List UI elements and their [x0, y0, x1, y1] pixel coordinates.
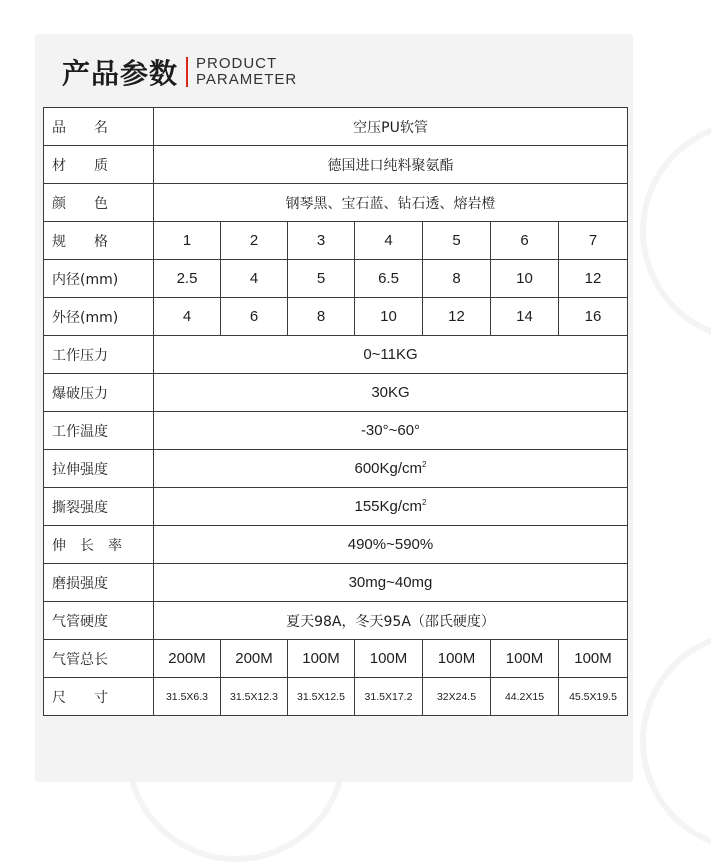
page-title-english	[196, 56, 297, 88]
row-value: 德国进口纯料聚氨酯	[154, 146, 628, 184]
table-row	[44, 146, 628, 184]
row-label: 工作压力	[44, 336, 154, 374]
value-text: 155Kg/cm	[354, 498, 423, 515]
table-row	[44, 336, 628, 374]
table-cell: 200M	[221, 640, 288, 678]
row-value: 空压PU软管	[154, 108, 628, 146]
table-cell: 12	[559, 260, 628, 298]
table-cell: 8	[423, 260, 491, 298]
row-value: 夏天98A，冬天95A（邵氏硬度）	[154, 602, 628, 640]
row-label: 气管总长	[44, 640, 154, 678]
table-row	[44, 260, 628, 298]
value-text: 600Kg/cm	[354, 460, 423, 477]
table-cell: 32X24.5	[423, 678, 491, 716]
row-value: 30KG	[154, 374, 628, 412]
table-row	[44, 564, 628, 602]
table-cell: 100M	[355, 640, 423, 678]
table-cell: 2.5	[154, 260, 221, 298]
table-row	[44, 374, 628, 412]
watermark-seal	[640, 630, 711, 852]
row-value: 30mg~40mg	[154, 564, 628, 602]
row-label: 尺 寸	[44, 678, 154, 716]
table-cell: 5	[288, 260, 355, 298]
title-en-line2: PARAMETER	[196, 71, 298, 88]
row-label: 品 名	[44, 108, 154, 146]
row-value	[154, 488, 628, 526]
table-row	[44, 640, 628, 678]
table-cell: 100M	[491, 640, 559, 678]
table-cell: 16	[559, 298, 628, 336]
row-label: 伸 长 率	[44, 526, 154, 564]
table-cell: 31.5X6.3	[154, 678, 221, 716]
table-cell: 31.5X12.3	[221, 678, 288, 716]
watermark-seal	[640, 120, 711, 342]
section-header	[62, 52, 297, 92]
table-row	[44, 450, 628, 488]
table-cell: 200M	[154, 640, 221, 678]
table-cell: 45.5X19.5	[559, 678, 628, 716]
row-value: 0~11KG	[154, 336, 628, 374]
unit-superscript: 2	[422, 498, 427, 507]
table-row	[44, 602, 628, 640]
row-label: 拉伸强度	[44, 450, 154, 488]
row-value: 钢琴黑、宝石蓝、钻石透、熔岩橙	[154, 184, 628, 222]
table-cell: 3	[288, 222, 355, 260]
row-label: 磨损强度	[44, 564, 154, 602]
table-row	[44, 526, 628, 564]
table-cell: 100M	[288, 640, 355, 678]
table-cell: 10	[355, 298, 423, 336]
table-cell: 31.5X12.5	[288, 678, 355, 716]
row-label: 内径(mm)	[44, 260, 154, 298]
table-row	[44, 108, 628, 146]
row-label: 撕裂强度	[44, 488, 154, 526]
table-row	[44, 678, 628, 716]
table-row	[44, 184, 628, 222]
parameter-table	[43, 107, 628, 716]
row-label: 爆破压力	[44, 374, 154, 412]
table-row	[44, 298, 628, 336]
row-value: -30°~60°	[154, 412, 628, 450]
row-value: 490%~590%	[154, 526, 628, 564]
table-cell: 100M	[559, 640, 628, 678]
table-cell: 6	[491, 222, 559, 260]
table-cell: 7	[559, 222, 628, 260]
unit-superscript: 2	[422, 460, 427, 469]
table-cell: 10	[491, 260, 559, 298]
row-label: 规 格	[44, 222, 154, 260]
row-value	[154, 450, 628, 488]
row-label: 气管硬度	[44, 602, 154, 640]
table-cell: 8	[288, 298, 355, 336]
table-row	[44, 412, 628, 450]
row-label: 外径(mm)	[44, 298, 154, 336]
row-label: 材 质	[44, 146, 154, 184]
table-cell: 6.5	[355, 260, 423, 298]
table-cell: 31.5X17.2	[355, 678, 423, 716]
table-cell: 2	[221, 222, 288, 260]
row-label: 颜 色	[44, 184, 154, 222]
page-title: 产品参数	[62, 57, 179, 90]
table-cell: 1	[154, 222, 221, 260]
title-en-line1: PRODUCT	[196, 55, 278, 72]
table-cell: 4	[355, 222, 423, 260]
table-cell: 44.2X15	[491, 678, 559, 716]
title-divider	[186, 57, 188, 87]
table-cell: 5	[423, 222, 491, 260]
table-cell: 4	[221, 260, 288, 298]
table-cell: 4	[154, 298, 221, 336]
table-cell: 14	[491, 298, 559, 336]
table-row	[44, 488, 628, 526]
table-cell: 12	[423, 298, 491, 336]
table-row	[44, 222, 628, 260]
table-cell: 100M	[423, 640, 491, 678]
row-label: 工作温度	[44, 412, 154, 450]
table-cell: 6	[221, 298, 288, 336]
